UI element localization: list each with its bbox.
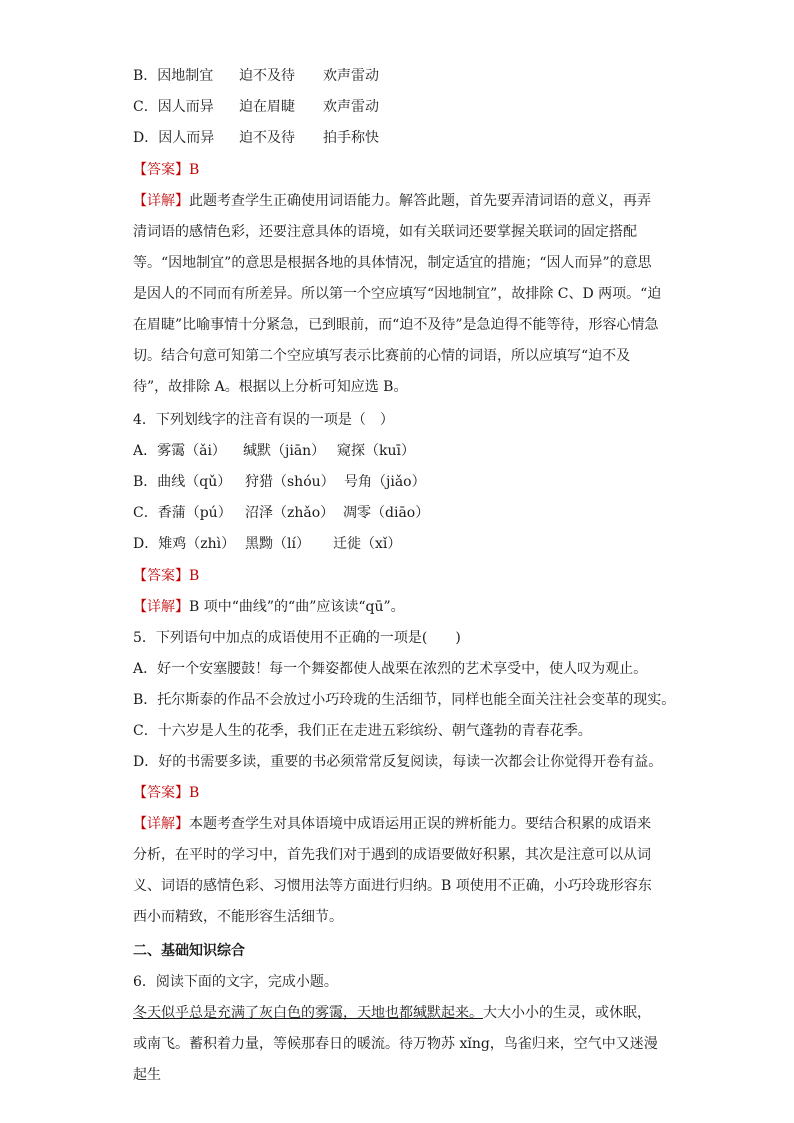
q3-option-b: B．因地制宜 迫不及待 欢声雷动 [133,68,379,84]
detail-label: 【详解】 [133,816,189,832]
q6-stem: 6．阅读下面的文字，完成小题。 [133,974,338,990]
underlined-sentence: 冬天似乎总是充满了灰白色的雾霭，天地也都缄默起来。 [133,1005,483,1021]
q4-option-b: B．曲线（qǔ） 狩猎（shóu） 号角（jiǎo） [133,474,426,490]
detail-text: 本题考查学生对具体语境中成语运用正误的辨析能力。要结合积累的成语来分析，在平时的学习中，首先我们对于遇到的成语要做好积累，其次是注意可以从词义、词语的感情色彩、习惯用法等方面进行归纳。B 项使用不正确，小巧玲珑形容东西小而精致，不能形容生活细节。 [133,816,652,925]
q3-detail [133,186,663,403]
q4-option-c: C．香蒲（pú） 沼泽（zhǎo） 凋零（diāo） [133,505,430,521]
q5-option-c: C．十六岁是人生的花季，我们正在走进五彩缤纷、朝气蓬勃的青春花季。 [133,723,592,739]
q3-option-d: D．因人而异 迫不及待 拍手称快 [133,130,379,146]
section-heading: 二、基础知识综合 [133,943,245,959]
q4-stem: 4．下列划线字的注音有误的一项是（ ） [133,412,394,428]
q5-option-d: D．好的书需要多读，重要的书必须常常反复阅读，每读一次都会让你觉得开卷有益。 [133,754,663,770]
detail-label: 【详解】 [133,599,189,615]
q3-option-c: C．因人而异 迫在眉睫 欢声雷动 [133,99,379,115]
q5-detail [133,809,663,933]
q5-stem: 5．下列语句中加点的成语使用不正确的一项是( ) [133,630,461,646]
q4-detail [133,597,405,617]
detail-label: 【详解】 [133,193,189,209]
q3-answer: 【答案】B [133,162,200,178]
passage-text: 大大小小的生灵，或休眠，或南飞。蓄积着力量，等候那春日的暖流。待万物苏 xǐng，鸟雀归来，空气中又迷漫起生 [133,1005,658,1083]
q5-option-a: A．好一个安塞腰鼓！每一个舞姿都使人战栗在浓烈的艺术享受中，使人叹为观止。 [133,661,648,677]
detail-text: B 项中“曲线”的“曲”应该读“qū”。 [189,599,405,615]
q4-option-d: D．雉鸡（zhì） 黑黝（lí） 迁徙（xǐ） [133,536,402,552]
q6-passage [133,998,663,1091]
q5-option-b: B．托尔斯泰的作品不会放过小巧玲珑的生活细节，同样也能全面关注社会变革的现实。 [133,692,676,708]
detail-text: 此题考查学生正确使用词语能力。解答此题，首先要弄清词语的意义，再弄清词语的感情色彩，还要注意具体的语境，如有关联词还要掌握关联词的固定搭配等。“因地制宜”的意思是根据各地的具体情况，制定适宜的措施；“因人而异”的意思是因人的不同而有所差异。所以第一个空应填写“因地制宜”，故排除 C、D 两项。“迫在眉睫”比喻事情十分紧急，已到眼前，而“迫不及待”是急迫得不能等待，形容心情急切。结合句意可知第二个空应填写表示比赛前的心情的词语，所以应填写“迫不及待”，故排除 A。根据以上分析可知应选 B。 [133,193,662,395]
q4-option-a: A．雾霭（ǎi） 缄默（jiān） 窥探（kuī） [133,443,415,459]
q5-answer: 【答案】B [133,785,200,801]
q4-answer: 【答案】B [133,568,200,584]
